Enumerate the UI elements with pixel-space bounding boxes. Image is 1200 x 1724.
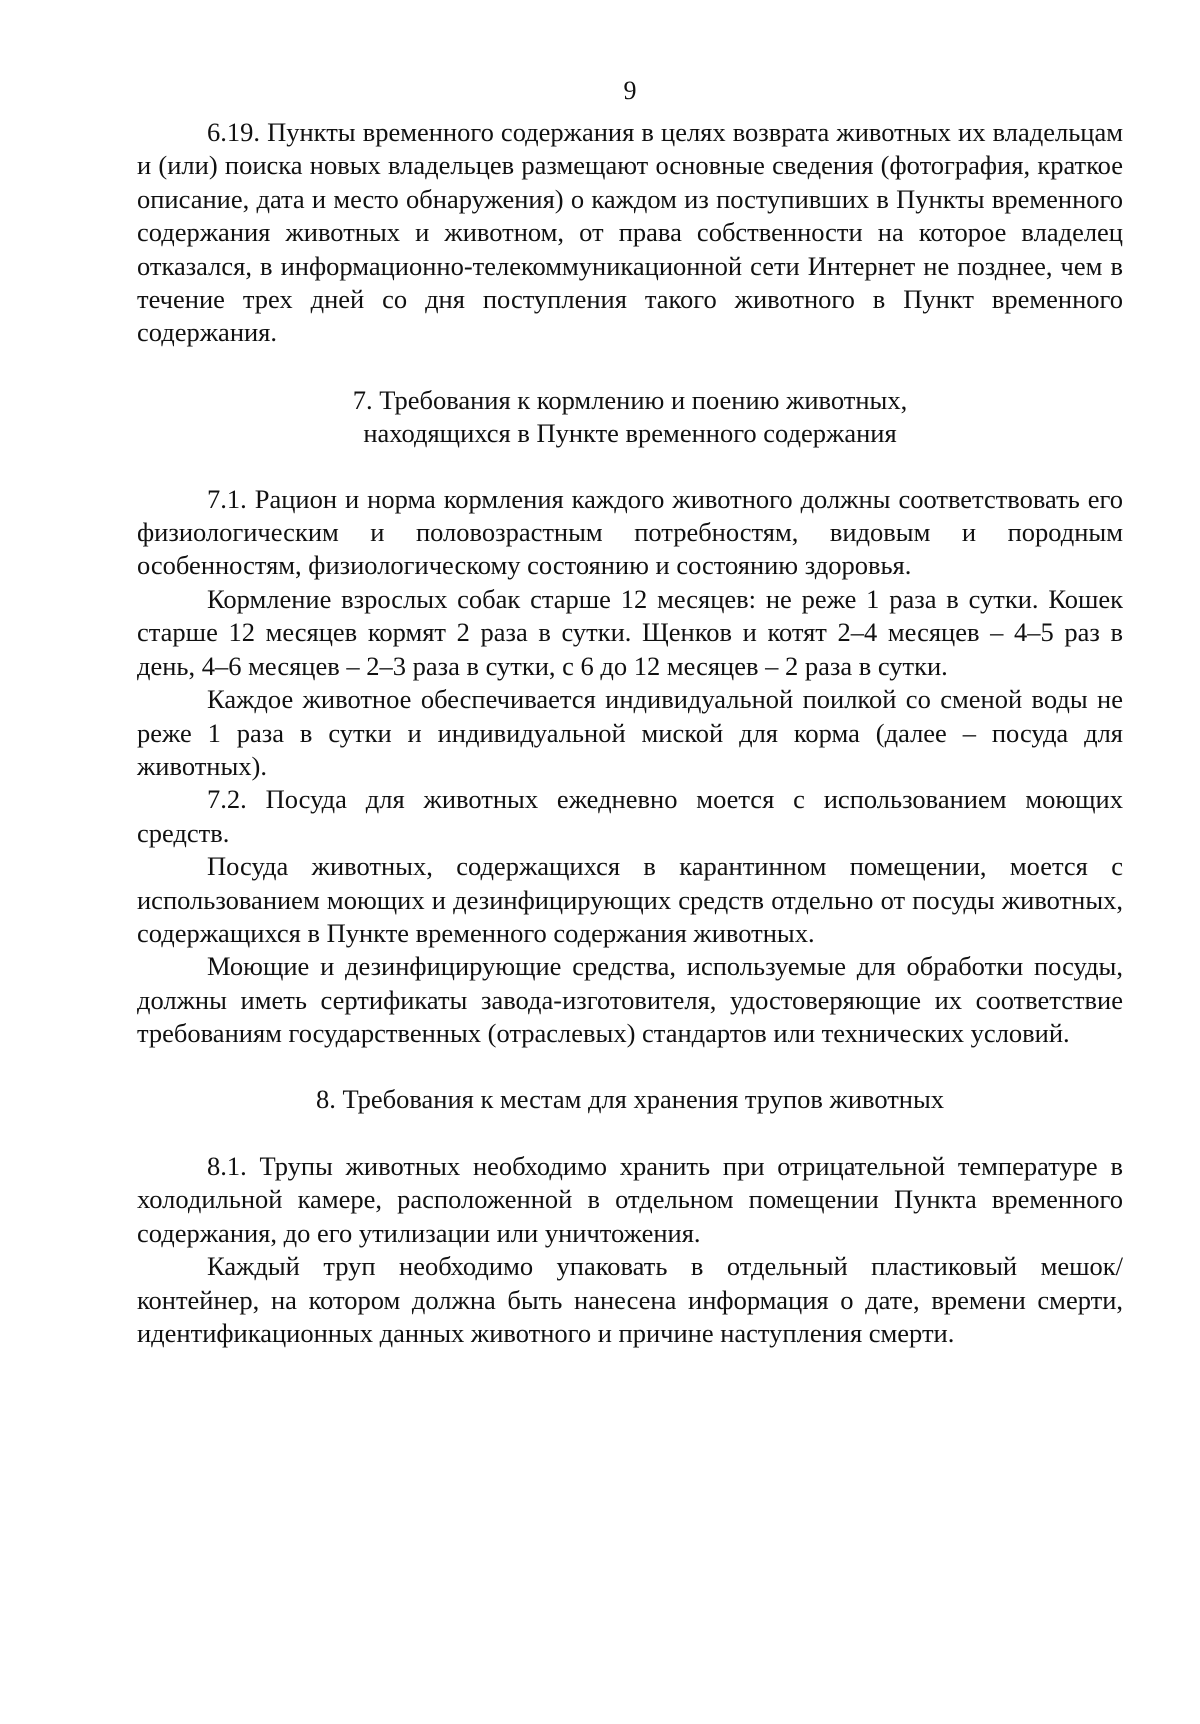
- paragraph-corpse-packaging: Каждый труп необходимо упаковать в отдельный пластиковый мешок/контейнер, на котором должна быть нанесена информация о дате, времени смерти, идентификационных данных животного и причине наступления смерти.: [137, 1251, 1123, 1348]
- section-8-heading: 8. Требования к местам для хранения трупов животных: [315, 1083, 945, 1114]
- paragraph-7-2: 7.2. Посуда для животных ежедневно моется с использованием моющих средств.: [137, 784, 1123, 848]
- section-7-heading-line-2: находящихся в Пункте временного содержания: [363, 418, 897, 449]
- paragraph-quarantine-dishes: Посуда животных, содержащихся в карантинном помещении, моется с использованием моющих и дезинфицирующих средств отдельно от посуды животных, содержащихся в Пункте временного содержания животных.: [137, 851, 1123, 948]
- paragraph-detergents: Моющие и дезинфицирующие средства, используемые для обработки посуды, должны иметь сертификаты завода-изготовителя, удостоверяющие их соответствие требованиям государственных (отраслевых) стандартов или технических условий.: [137, 951, 1123, 1049]
- paragraph-water-bowls: Каждое животное обеспечивается индивидуальной поилкой со сменой воды не реже 1 раза в сутки и индивидуальной миской для корма (далее – посуда для животных).: [137, 684, 1123, 781]
- page-number: 9: [623, 76, 637, 105]
- section-7-heading: [137, 384, 1123, 451]
- section-7-heading-line-1: 7. Требования к кормлению и поению животных,: [352, 384, 908, 415]
- paragraph-feeding-schedule: Кормление взрослых собак старше 12 месяцев: не реже 1 раза в сутки. Кошек старше 12 месяцев кормят 2 раза в сутки. Щенков и котят 2–4 месяцев – 4–5 раз в день, 4–6 месяцев – 2–3 раза в сутки, с 6 до 12 месяцев – 2 раза в сутки.: [137, 583, 1123, 681]
- paragraph-7-1: 7.1. Рацион и норма кормления каждого животного должны соответствовать его физиологическим и половозрастным потребностям, видовым и породным особенностям, физиологическому состоянию и состоянию здоровья.: [137, 483, 1123, 581]
- paragraph-6-19: 6.19. Пункты временного содержания в целях возврата животных их владельцам и (или) поиска новых владельцев размещают основные сведения (фотография, краткое описание, дата и место обнаружения) о каждом из поступивших в Пункты временного содержания животных и животном, от права собственности на которое владелец отказался, в информационно-телекоммуникационной сети Интернет не позднее, чем в течение трех дней со дня поступления такого животного в Пункт временного содержания.: [137, 117, 1123, 348]
- paragraph-8-1: 8.1. Трупы животных необходимо хранить при отрицательной температуре в холодильной камере, расположенной в отдельном помещении Пункта временного содержания, до его утилизации или уничтожения.: [137, 1150, 1123, 1248]
